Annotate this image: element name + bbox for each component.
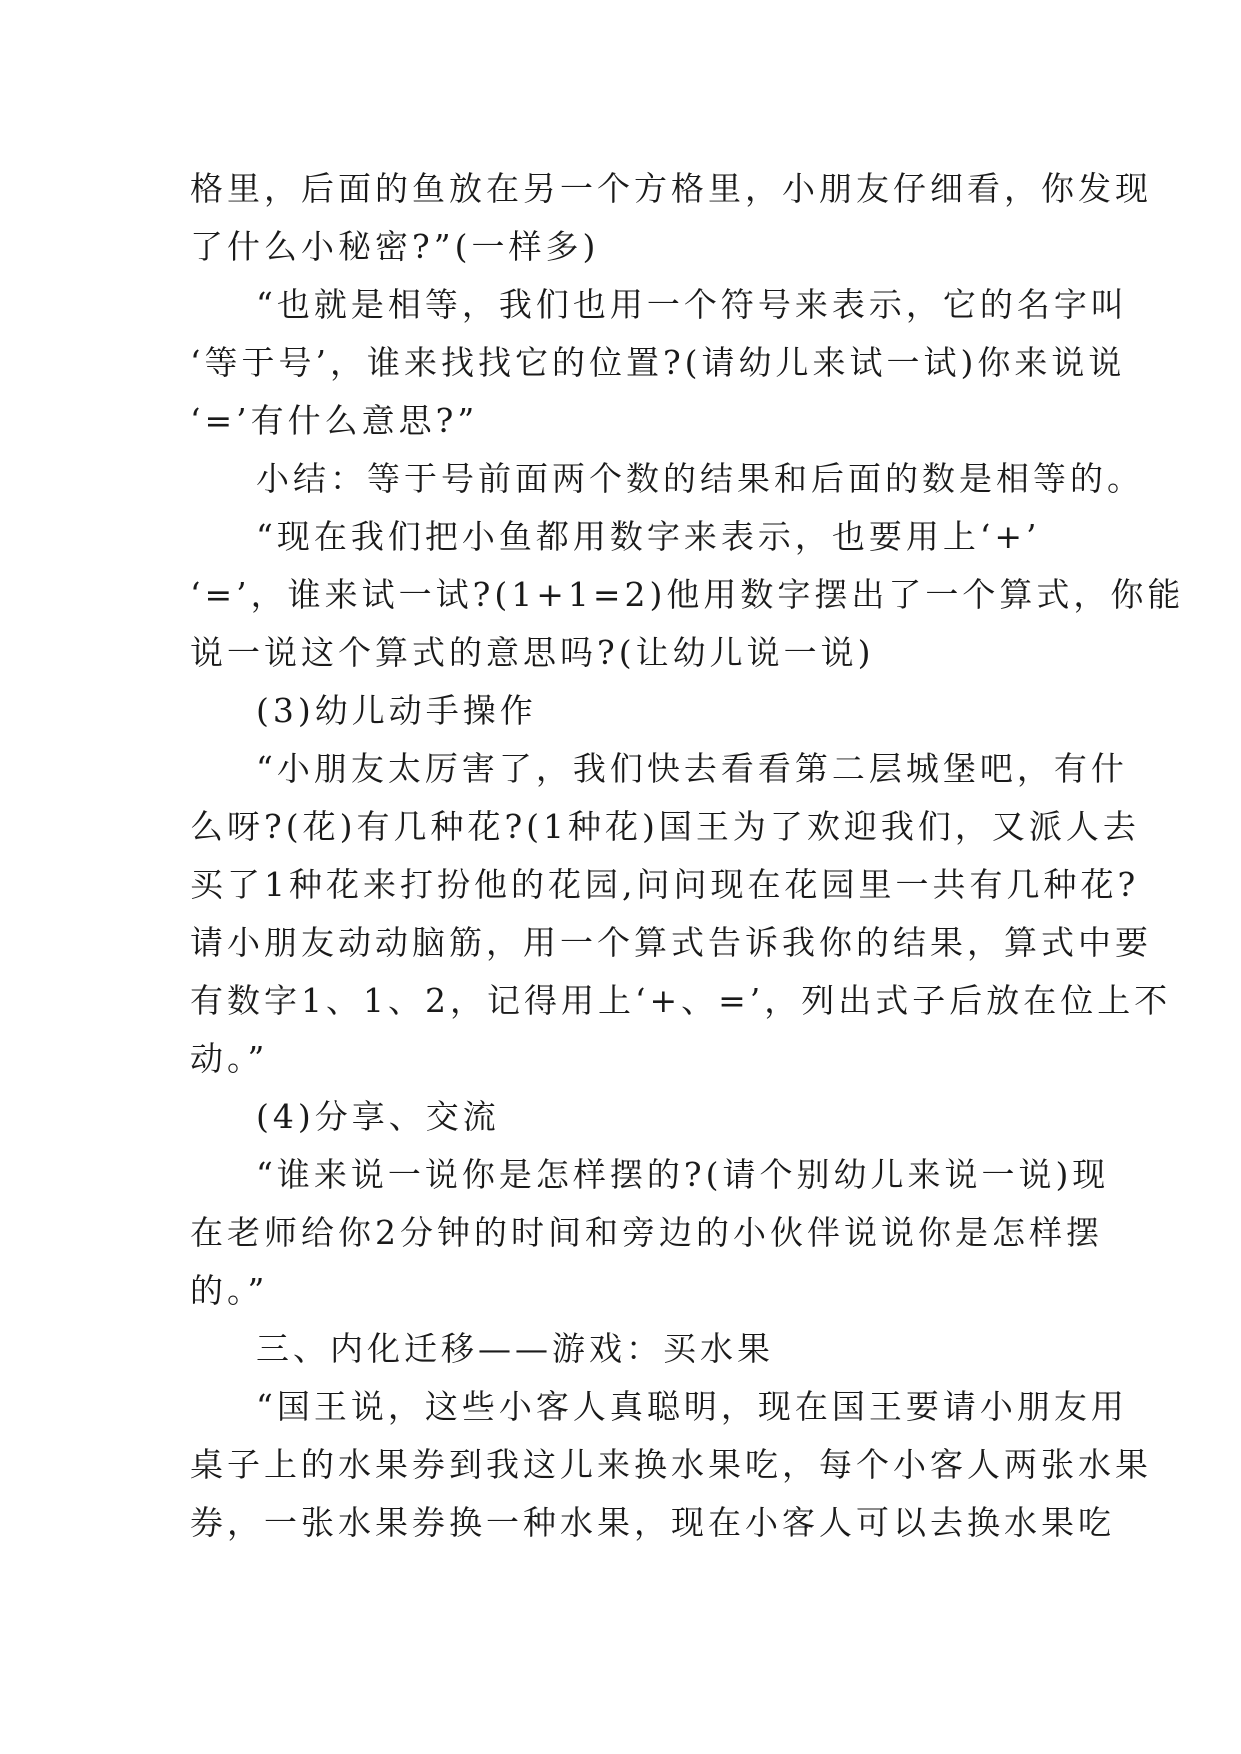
text-line: “国王说，这些小客人真聪明，现在国王要请小朋友用 [256, 1387, 1128, 1426]
text-line: ‘=’，谁来试一试?(1+1=2)他用数字摆出了一个算式，你能 [190, 575, 1185, 614]
text-line: ‘=’有什么意思?” [190, 401, 479, 440]
text-line: 请小朋友动动脑筋，用一个算式告诉我你的结果，算式中要 [190, 923, 1152, 962]
text-line: “谁来说一说你是怎样摆的?(请个别幼儿来说一说)现 [256, 1155, 1110, 1194]
text-line: “现在我们把小鱼都用数字来表示，也要用上‘+’ [256, 517, 1041, 556]
text-line: “也就是相等，我们也用一个符号来表示，它的名字叫 [256, 285, 1128, 324]
text-line: ‘等于号’，谁来找找它的位置?(请幼儿来试一试)你来说说 [190, 343, 1126, 382]
text-line: “小朋友太厉害了，我们快去看看第二层城堡吧，有什 [256, 749, 1128, 788]
text-line: 券，一张水果券换一种水果，现在小客人可以去换水果吃 [190, 1503, 1115, 1542]
text-line: 么呀?(花)有几种花?(1种花)国王为了欢迎我们，又派人去 [190, 807, 1140, 846]
section-heading: (4)分享、交流 [256, 1097, 500, 1136]
text-line: 了什么小秘密?”(一样多) [190, 227, 600, 266]
text-line: 格里，后面的鱼放在另一个方格里，小朋友仔细看，你发现 [190, 169, 1152, 208]
text-line: 的。” [190, 1271, 269, 1310]
text-line: 买了1种花来打扮他的花园,问问现在花园里一共有几种花? [190, 865, 1140, 904]
section-heading: 三、内化迁移——游戏：买水果 [256, 1329, 774, 1368]
section-heading: (3)幼儿动手操作 [256, 691, 537, 730]
text-line: 小结：等于号前面两个数的结果和后面的数是相等的。 [256, 459, 1144, 498]
text-line: 桌子上的水果券到我这儿来换水果吃，每个小客人两张水果 [190, 1445, 1152, 1484]
text-line: 有数字1、1、2，记得用上‘+、=’，列出式子后放在位上不 [190, 981, 1172, 1020]
document-body [190, 160, 1185, 1552]
text-line: 在老师给你2分钟的时间和旁边的小伙伴说说你是怎样摆 [190, 1213, 1103, 1252]
text-line: 动。” [190, 1039, 269, 1078]
text-line: 说一说这个算式的意思吗?(让幼儿说一说) [190, 633, 875, 672]
